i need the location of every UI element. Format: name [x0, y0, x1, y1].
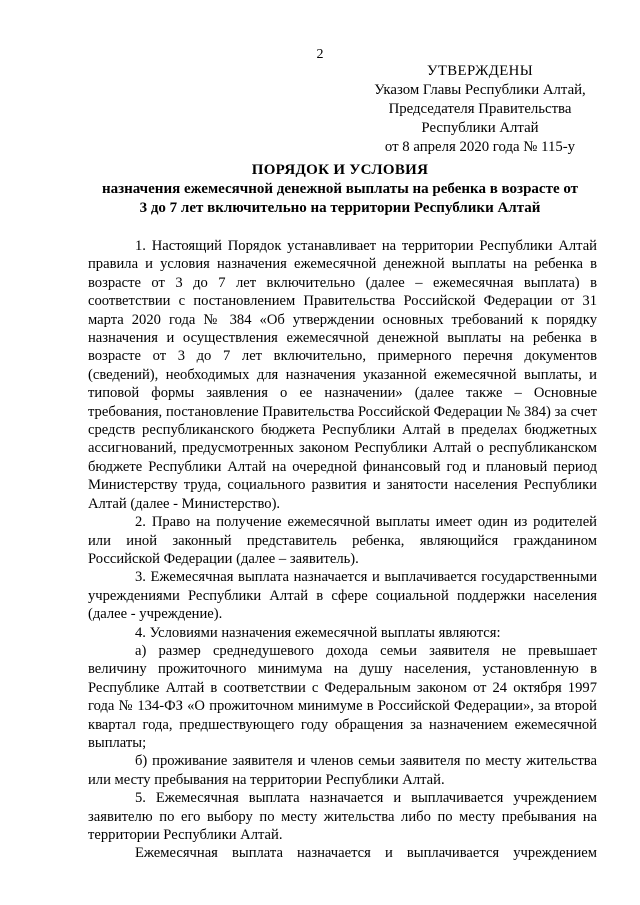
paragraph-3: 3. Ежемесячная выплата назначается и выплачивается государственными учреждениями Республики Алтай в сфере социальной поддержки населения (далее - учреждение).	[88, 569, 597, 623]
title-main: ПОРЯДОК И УСЛОВИЯ	[251, 162, 429, 178]
paragraph-4: 4. Условиями назначения ежемесячной выплаты являются:	[135, 624, 501, 641]
title-subtitle-line: назначения ежемесячной денежной выплаты на ребенка в возрасте от	[101, 181, 579, 197]
approval-heading: УТВЕРЖДЕНЫ	[426, 63, 534, 79]
page-number: 2	[316, 47, 324, 62]
paragraph-5: 5. Ежемесячная выплата назначается и выплачивается учреждением заявителю по его выбору по месту жительства либо по месту пребывания на территории Республики Алтай.	[88, 790, 597, 843]
paragraph-4a: а) размер среднедушевого дохода семьи заявителя не превышает величину прожиточного минимума на душу населения, установленную в Республике Алтай в соответствии с Федеральным законом от 24 октября 1997 года № 134-ФЗ «О прожиточном минимуме в Российской Федерации», за второй квартал года, предшествующего году обращения за назначением ежемесячной выплаты;	[88, 642, 597, 751]
paragraph-1: 1. Настоящий Порядок устанавливает на территории Республики Алтай правила и условия назначения ежемесячной денежной выплаты на ребенка в возрасте от 3 до 7 лет включительно (далее – ежемесячная выплата) в соответствии с постановлением Правительства Российской Федерации от 31 марта 2020 года № 384 «Об утверждении основных требований к порядку назначения и осуществления ежемесячной денежной выплаты на ребенка в возрасте от 3 до 7 лет включительно, примерного перечня документов (сведений), необходимых для назначения указанной ежемесячной выплаты, и типовой формы заявления о ее назначении» (далее также – Основные требования, постановление Правительства Российской Федерации № 384) за счет средств республиканского бюджета Республики Алтай в пределах бюджетных ассигнований, предусмотренных законом Республики Алтай о республиканском бюджете Республики Алтай на очередной финансовый год и плановый период Министерству труда, социального развития и занятости населения Республики Алтай (далее - Министерство).	[88, 238, 597, 512]
approval-line: Председателя Правительства	[388, 101, 572, 117]
document-body	[88, 237, 597, 863]
paragraph-2: 2. Право на получение ежемесячной выплаты имеет один из родителей или иной законный представитель ребенка, являющийся гражданином Российской Федерации (далее – заявитель).	[88, 514, 597, 567]
paragraph-4b: б) проживание заявителя и членов семьи заявителя по месту жительства или месту пребывания на территории Республики Алтай.	[88, 753, 597, 788]
paragraph-6-start: Ежемесячная выплата назначается и выплачивается учреждением	[135, 845, 597, 862]
approval-line: от 8 апреля 2020 года № 115-у	[384, 139, 576, 155]
document-title	[80, 161, 600, 218]
approval-block	[360, 62, 600, 157]
title-subtitle-line: 3 до 7 лет включительно на территории Республики Алтай	[139, 200, 541, 216]
approval-line: Указом Главы Республики Алтай,	[374, 82, 586, 98]
approval-line: Республики Алтай	[421, 120, 539, 136]
